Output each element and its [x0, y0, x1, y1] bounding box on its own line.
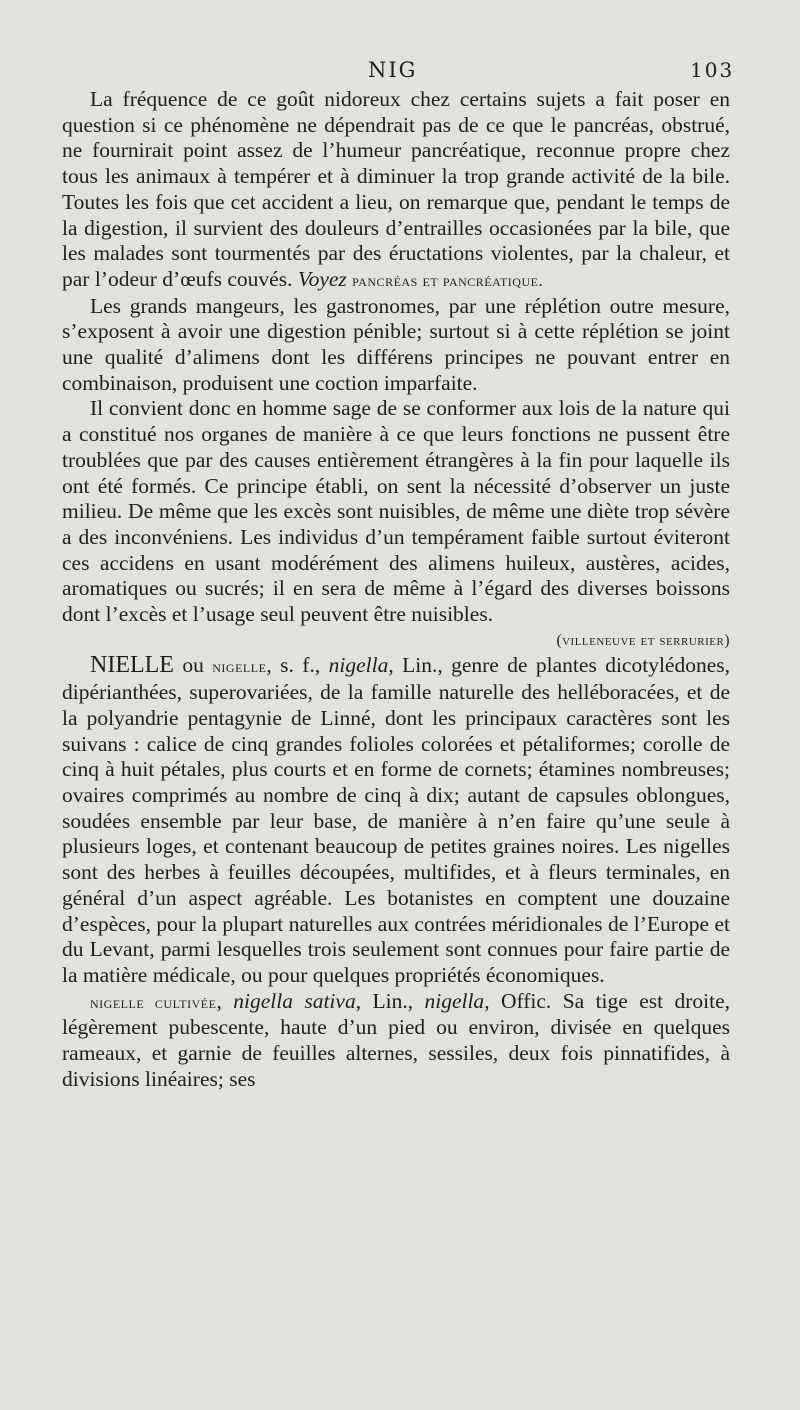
paragraph-3: Il convient donc en homme sage de se conformer aux lois de la nature qui a constitué nos organes de manière à ce que leurs fonctions ne pussent être troublées que par des causes entièrement étrangères à la fin pour laquelle ils ont été formés. Ce principe établi, on sent la nécessité d’observer un juste milieu. De même que les excès sont nuisibles, de même une diète trop sévère a des inconvéniens. Les individus d’un tempérament faible surtout éviteront ces accidens en usant modérément des alimens huileux, austères, acides, aromatiques ou sucrés; il en sera de même à l’égard des diverses boissons dont l’excès et l’usage seul peuvent être nuisibles. [62, 396, 730, 627]
entry-or: ou [182, 653, 204, 678]
paragraph-1 [62, 87, 730, 294]
subentry-latin-name: nigella sativa [233, 988, 356, 1013]
entry-nielle-text: , Lin., genre de plantes dicotylédones, dipérianthées, superovariées, de la famille naturelle des helléboracées, et de la polyandrie pentagynie de Linné, dont les principaux caractères sont les suivans : calice de cinq grandes folioles colorées et pétaliformes; corolle de cinq à huit pétales, plus courts et en forme de cornets; étamines nombreuses; ovaires comprimés au nombre de cinq à dix; autant de capsules oblongues, soudées ensemble par leur base, de manière à n’en faire qu’une seule à plusieurs loges, et contenant beaucoup de petites graines noires. Les nigelles sont des herbes à feuilles découpées, multifides, et à fleurs terminales, en général d’un aspect agréable. Les botanistes en comptent une douzaine d’espèces, pour la plupart naturelles aux contrées méridionales de l’Europe et du Levant, parmi lesquelles trois seulement sont connues pour faire partie de la matière médicale, ou pour quelques propriétés économiques. [62, 653, 730, 987]
entry-latin-name: nigella [328, 653, 389, 678]
subentry-officinal-name: nigella [424, 988, 485, 1013]
page-body [62, 87, 730, 1092]
page-number: 103 [690, 58, 735, 82]
entry-headword: NIELLE [90, 652, 174, 679]
entry-nielle [62, 653, 730, 988]
author-signature: (villeneuve et serrurier) [556, 631, 730, 649]
entry-synonym: nigelle [212, 657, 267, 677]
subentry-text: , Offic. Sa tige est droite, légèrement pubescente, haute d’un pied ou environ, divisée en quelques rameaux, et garnie de feuilles alternes, sessiles, deux fois pinnatifides, à divisions linéaires; ses [62, 988, 731, 1091]
running-header [0, 58, 800, 88]
running-title: NIG [368, 58, 418, 82]
paragraph-1-text: La fréquence de ce goût nidoreux chez certains sujets a fait poser en question si ce phénomène ne dépendrait pas de ce que le pancréas, obstrué, ne fournirait point assez de l’humeur pancréatique, reconnue propre chez tous les animaux à tempérer et à diminuer la trop grande activité de la bile. Toutes les fois que cet accident a lieu, on remarque que, pendant le temps de la digestion, il survient des douleurs d’entrailles occasionées par la bile, que les malades sont tourmentés par des éructations violentes, par la chaleur, et par l’odeur d’œufs couvés. [62, 87, 730, 291]
paragraph-2: Les grands mangeurs, les gastronomes, par une réplétion outre mesure, s’exposent à avoir une digestion pénible; surtout si à cette réplétion se joint une qualité d’alimens dont les différens principes ne pouvant entrer en combinaison, produisent une coction imparfaite. [62, 293, 730, 395]
voyez-ref: Voyez [297, 266, 347, 291]
subentry-authority: , Lin., [355, 988, 414, 1013]
subentry-headword: nigelle cultivée [90, 992, 217, 1012]
cross-references: pancréas et pancréatique. [352, 270, 544, 290]
entry-grammar: , s. f., [266, 653, 321, 678]
subentry-nigelle-cultivee: nigelle cultivée, nigella sativa, Lin., nigella, Offic. Sa tige est droite, légèrement pubescente, haute d’un pied ou environ, divisée en quelques rameaux, et garnie de feuilles alternes, sessiles, deux fois pinnatifides, à divisions linéaires; ses [62, 988, 731, 1091]
